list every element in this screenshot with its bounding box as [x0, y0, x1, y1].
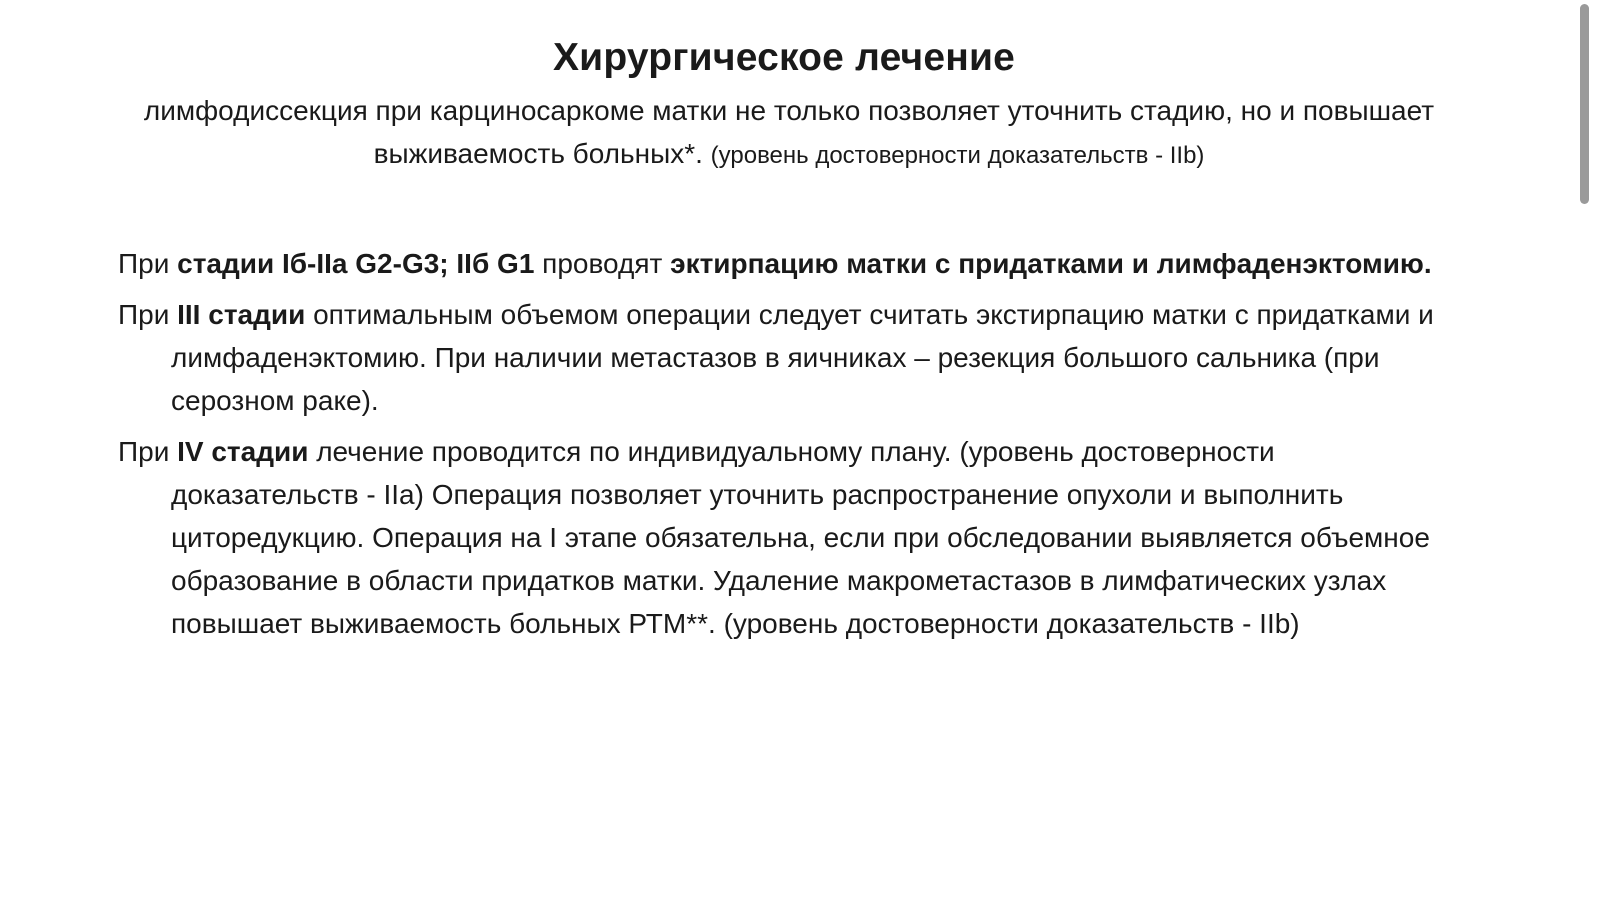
bullet-list [118, 242, 1458, 653]
bullet-stage-1-2 [118, 242, 1458, 285]
bullet-stage-3 [118, 293, 1458, 422]
bullet-stage-label: III стадии [177, 299, 306, 330]
bullet-stage-4 [118, 430, 1458, 645]
bullet-text: проводят [534, 248, 671, 279]
vertical-scrollbar[interactable] [1568, 0, 1600, 897]
bullet-stage-label: стадии Iб-IIа G2-G3; IIб G1 [177, 248, 535, 279]
bullet-text: лечение проводится по индивидуальному плану. (уровень достоверности доказательств - IIa) Операция позволяет уточнить распространение опухоли и выполнить циторедукцию. Операция на I этапе обязательна, если при обследовании выявляется объемное образование в области придатков матки. Удаление макрометастазов в лимфатических узлах повышает выживаемость больных РТМ**. (уровень достоверности доказательств - IIb) [171, 436, 1430, 639]
subtitle-main-text: лимфодиссекция при карциносаркоме матки не только позволяет уточнить стадию, но и повышает выживаемость больных*. [143, 95, 1435, 169]
slide-title: Хирургическое лечение [552, 36, 1016, 79]
bullet-prefix: При [118, 299, 178, 330]
bullet-text: оптимальным объемом операции следует считать экстирпацию матки с придатками и лимфаденэктомию. При наличии метастазов в яичниках – резекция большого сальника (при серозном раке). [171, 299, 1434, 416]
slide-subtitle [100, 89, 1478, 177]
scrollbar-thumb[interactable] [1580, 4, 1589, 204]
subtitle-evidence-note: (уровень достоверности доказательств - IIb) [710, 142, 1205, 169]
bullet-prefix: При [118, 248, 178, 279]
bullet-stage-label: IV стадии [177, 436, 309, 467]
bullet-procedure: эктирпацию матки с придатками и лимфаденэктомию. [670, 248, 1432, 279]
bullet-prefix: При [118, 436, 178, 467]
